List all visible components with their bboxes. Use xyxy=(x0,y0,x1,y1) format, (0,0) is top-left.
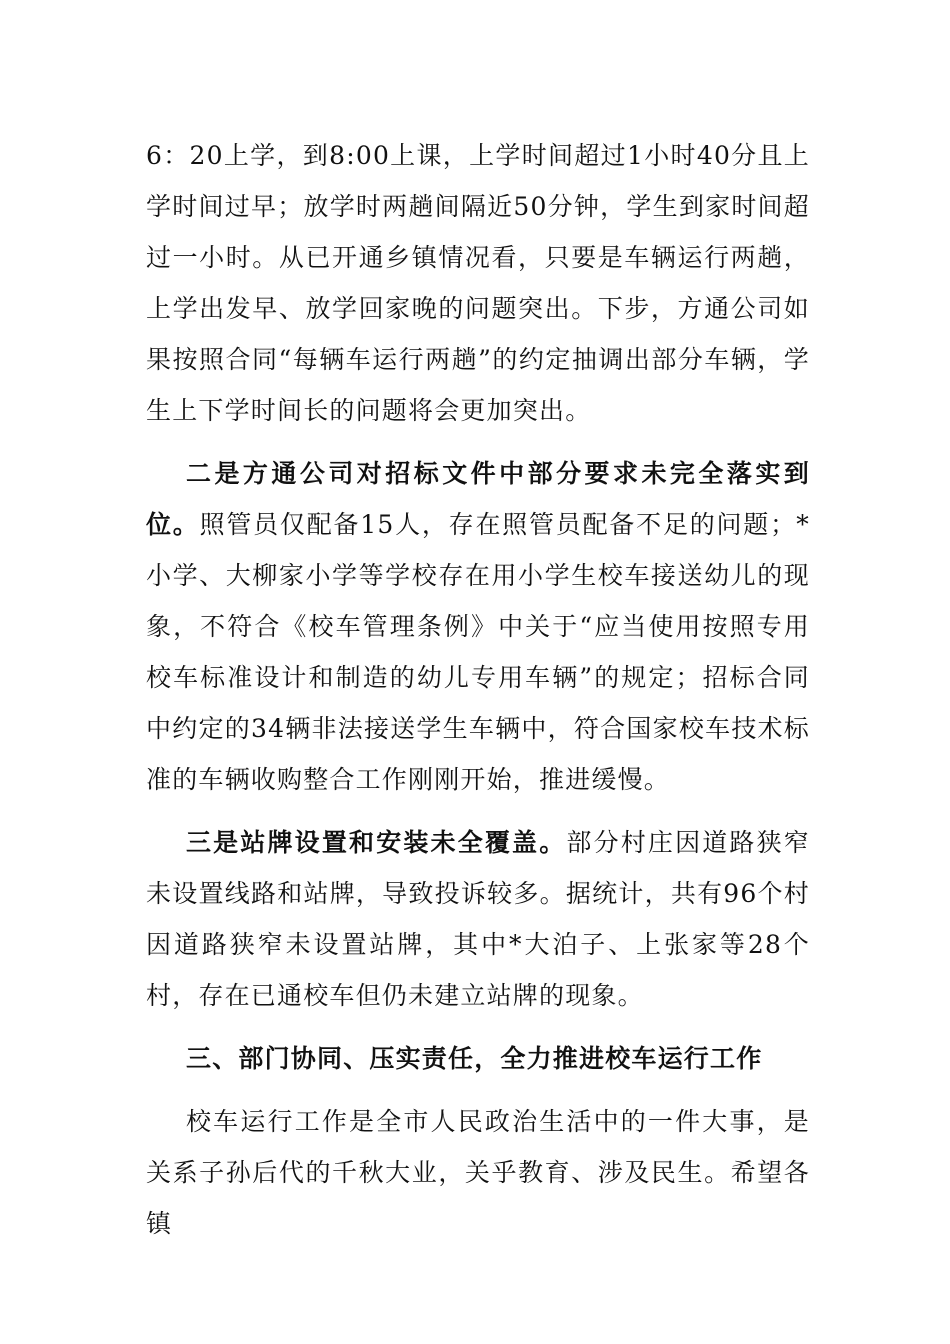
paragraph-lead: 三是站牌设置和安装未全覆盖。 xyxy=(186,828,567,857)
document-body xyxy=(146,130,810,1261)
paragraph-lead: 二是方通公司对招标文件中部分要求未完全落实到位。 xyxy=(146,459,810,539)
paragraph-text: 校车运行工作是全市人民政治生活中的一件大事，是关系子孙后代的千秋大业，关乎教育、涉及民生。希望各镇 xyxy=(146,1107,810,1238)
paragraph-text: 6：20上学，到8:00上课，上学时间超过1小时40分且上学时间过早；放学时两趟间隔近50分钟，学生到家时间超过一小时。从已开通乡镇情况看，只要是车辆运行两趟，上学出发早、放学回家晚的问题突出。下步，方通公司如果按照合同“每辆车运行两趟”的约定抽调出部分车辆，学生上下学时间长的问题将会更加突出。 xyxy=(146,141,810,425)
paragraph-text: 照管员仅配备15人，存在照管员配备不足的问题；*小学、大柳家小学等学校存在用小学生校车接送幼儿的现象，不符合《校车管理条例》中关于“应当使用按照专用校车标准设计和制造的幼儿专用车辆”的规定；招标合同中约定的34辆非法接送学生车辆中，符合国家校车技术标准的车辆收购整合工作刚刚开始，推进缓慢。 xyxy=(146,510,810,794)
paragraph-text: 部分村庄因道路狭窄未设置线路和站牌，导致投诉较多。据统计，共有96个村因道路狭窄未设置站牌，其中*大泊子、上张家等28个村，存在已通校车但仍未建立站牌的现象。 xyxy=(146,828,810,1010)
section-heading xyxy=(146,1033,810,1084)
paragraph-section-intro xyxy=(146,1096,810,1249)
section-heading-text: 三、部门协同、压实责任，全力推进校车运行工作 xyxy=(186,1044,763,1073)
paragraph-point-two xyxy=(146,448,810,805)
paragraph-point-three xyxy=(146,817,810,1021)
paragraph-continuation xyxy=(146,130,810,436)
